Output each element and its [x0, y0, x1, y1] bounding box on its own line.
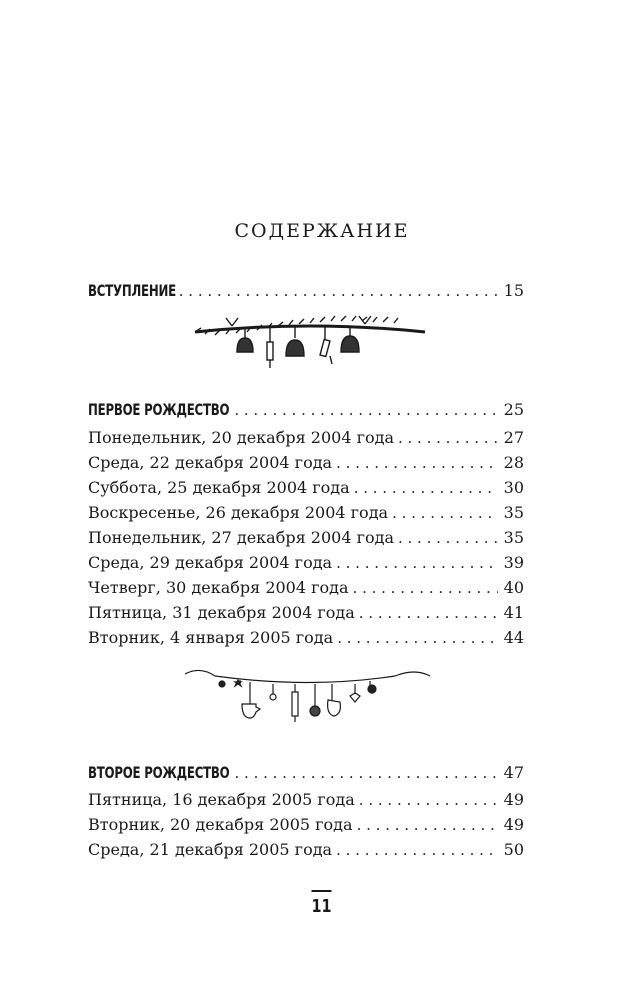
toc-entry-label: Пятница, 31 декабря 2004 года	[88, 603, 355, 622]
page-number	[0, 890, 644, 917]
toc-entry[interactable]	[88, 840, 524, 866]
toc-leader-dots	[392, 503, 498, 522]
toc-section-label: ВТОРОЕ РОЖДЕСТВО	[88, 763, 230, 782]
toc-leader-dots	[357, 815, 498, 834]
toc-entry-label: Суббота, 25 декабря 2004 года	[88, 478, 350, 497]
toc-page-number: 39	[503, 553, 524, 572]
toc-entry[interactable]	[88, 815, 524, 841]
toc-leader-dots	[398, 428, 498, 447]
toc-entry-label: Понедельник, 27 декабря 2004 года	[88, 528, 394, 547]
toc-entry-label: Среда, 29 декабря 2004 года	[88, 553, 333, 572]
toc-leader-dots	[398, 528, 498, 547]
toc-entry[interactable]	[88, 628, 524, 654]
toc-entry-label: Среда, 21 декабря 2005 года	[88, 840, 333, 859]
toc-leader-dots	[336, 453, 498, 472]
toc-page-number: 27	[503, 428, 524, 447]
toc-entry[interactable]	[88, 503, 524, 529]
toc-entry-label: Вторник, 4 января 2005 года	[88, 628, 334, 647]
toc-page-number: 15	[503, 281, 524, 300]
toc-page-number: 35	[503, 528, 524, 547]
toc-section-label: ПЕРВОЕ РОЖДЕСТВО	[88, 400, 230, 419]
toc-leader-dots	[354, 478, 498, 497]
toc-leader-dots	[336, 840, 498, 859]
toc-leader-dots	[353, 578, 498, 597]
page-number-value: 11	[312, 890, 332, 917]
toc-leader-dots	[234, 400, 498, 419]
garland-bells-syringes-icon	[190, 312, 430, 382]
toc-page-number: 40	[503, 578, 524, 597]
toc-section-first-christmas[interactable]	[88, 400, 524, 426]
toc-page-number: 41	[503, 603, 524, 622]
toc-section-label: ВСТУПЛЕНИЕ	[88, 281, 176, 300]
toc-page-number: 44	[503, 628, 524, 647]
toc-entry[interactable]	[88, 428, 524, 454]
toc-entry[interactable]	[88, 478, 524, 504]
toc-leader-dots	[337, 628, 498, 647]
toc-entry[interactable]	[88, 790, 524, 816]
toc-entry[interactable]	[88, 603, 524, 629]
toc-entry-label: Воскресенье, 26 декабря 2004 года	[88, 503, 389, 522]
toc-entry[interactable]	[88, 553, 524, 579]
toc-page-number: 28	[503, 453, 524, 472]
page-title: СОДЕРЖАНИЕ	[234, 220, 410, 242]
toc-entry[interactable]	[88, 578, 524, 604]
toc-page-number: 49	[503, 790, 524, 809]
garland-ornaments-hands-icon	[180, 664, 440, 739]
toc-leader-dots	[235, 763, 499, 782]
toc-entry[interactable]	[88, 528, 524, 554]
toc-entry-label: Вторник, 20 декабря 2005 года	[88, 815, 353, 834]
toc-entry-label: Понедельник, 20 декабря 2004 года	[88, 428, 394, 447]
toc-section-second-christmas[interactable]	[88, 763, 524, 789]
toc-leader-dots	[169, 281, 498, 300]
toc-entry-label: Среда, 22 декабря 2004 года	[88, 453, 333, 472]
toc-entry[interactable]	[88, 453, 524, 479]
toc-page-number: 35	[503, 503, 524, 522]
toc-entry-label: Пятница, 16 декабря 2005 года	[88, 790, 355, 809]
toc-leader-dots	[336, 553, 498, 572]
toc-section-intro[interactable]	[88, 281, 524, 307]
toc-leader-dots	[359, 790, 498, 809]
toc-page-number: 49	[503, 815, 524, 834]
toc-page-number: 47	[503, 763, 524, 782]
toc-page-number: 50	[503, 840, 524, 859]
toc-entry-label: Четверг, 30 декабря 2004 года	[88, 578, 349, 597]
toc-page-number: 30	[503, 478, 524, 497]
toc-leader-dots	[359, 603, 498, 622]
toc-page-number: 25	[503, 400, 524, 419]
